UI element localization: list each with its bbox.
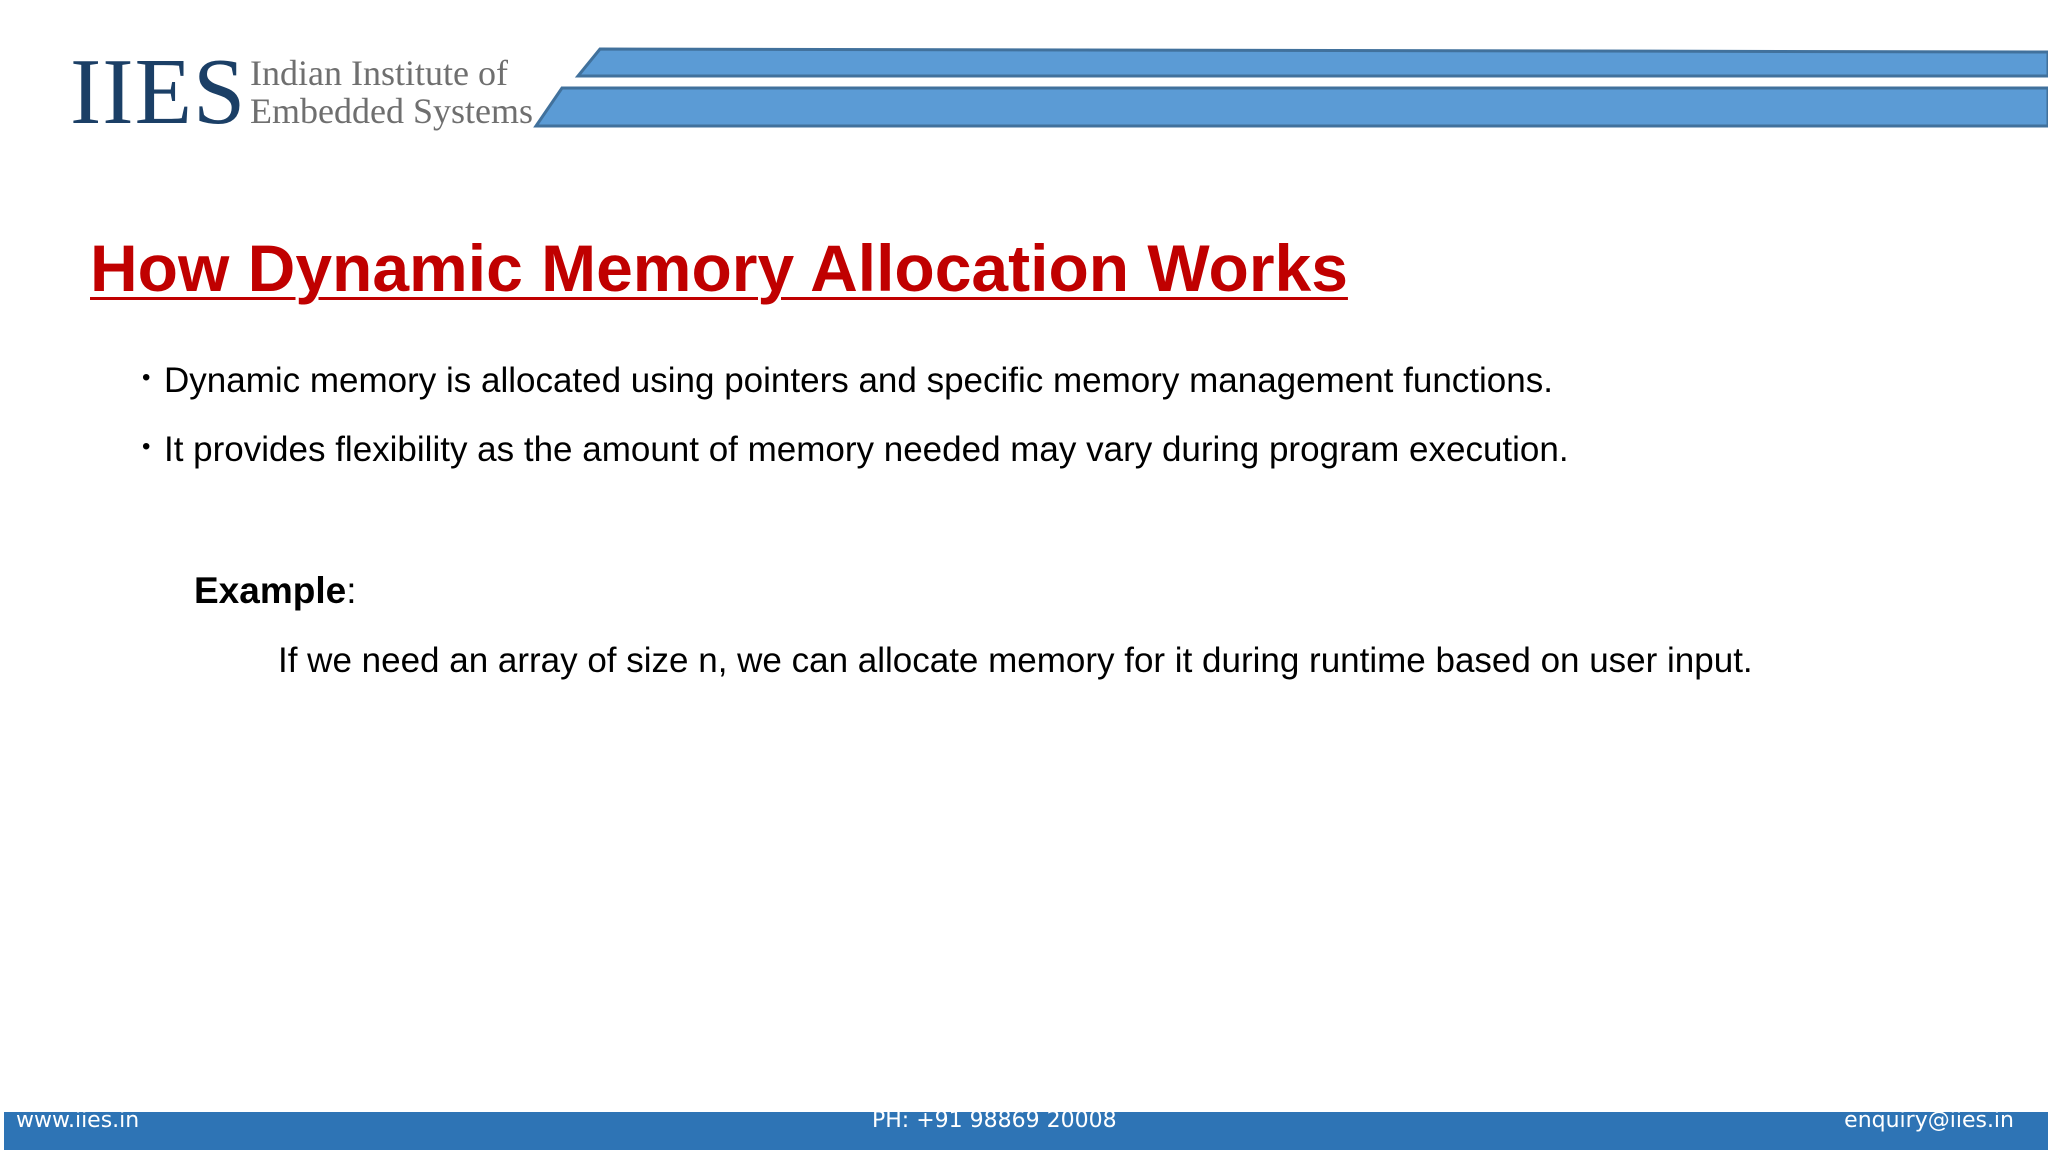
footer-website: www.iies.in bbox=[16, 1108, 140, 1133]
bullet-dot-icon: • bbox=[142, 364, 151, 391]
footer-email: enquiry@iies.in bbox=[1844, 1108, 2014, 1133]
example-heading bbox=[194, 568, 356, 614]
bullet-list bbox=[138, 358, 1569, 496]
bullet-item bbox=[138, 358, 1569, 403]
slide-title: How Dynamic Memory Allocation Works bbox=[90, 231, 1348, 305]
example-label: Example bbox=[194, 570, 347, 611]
header-stripe-top bbox=[578, 49, 2048, 76]
bullet-item bbox=[138, 427, 1569, 472]
example-colon: : bbox=[346, 570, 357, 611]
logo-line-1: Indian Institute of bbox=[250, 53, 508, 93]
bullet-dot-icon: • bbox=[142, 433, 151, 460]
example-text: If we need an array of size n, we can allocate memory for it during runtime based on user input. bbox=[278, 641, 1753, 680]
footer-bar bbox=[4, 1108, 2048, 1150]
logo-line-2: Embedded Systems bbox=[250, 91, 533, 131]
logo-mark: IIES bbox=[70, 40, 247, 144]
bullet-text: Dynamic memory is allocated using pointers and specific memory management functions. bbox=[164, 361, 1553, 400]
footer-phone: PH: +91 98869 20008 bbox=[872, 1108, 1117, 1133]
header-stripe-bottom bbox=[536, 88, 2048, 126]
logo-text bbox=[250, 54, 533, 130]
bullet-text: It provides flexibility as the amount of memory needed may vary during program execution. bbox=[164, 430, 1569, 469]
